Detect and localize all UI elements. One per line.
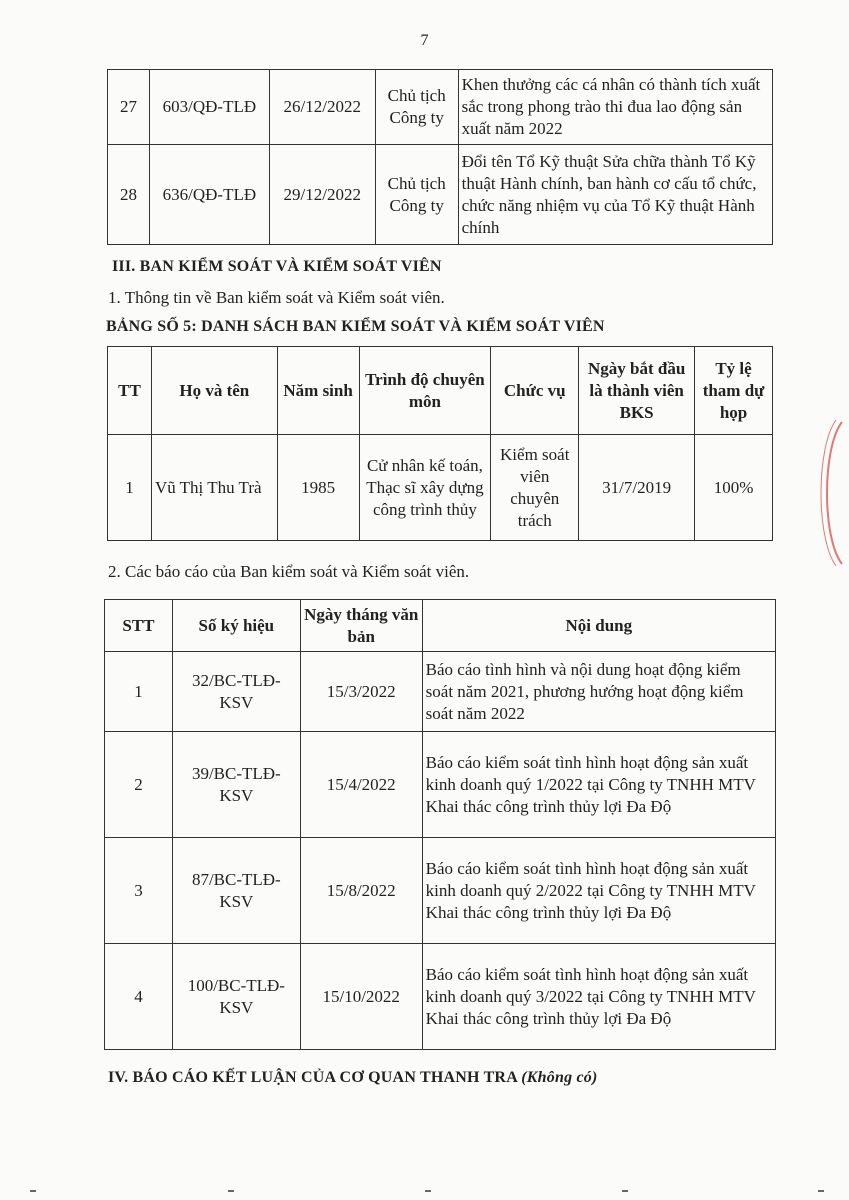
header-attendance: Tỷ lệ tham dự họp <box>695 347 773 435</box>
scan-mark <box>818 1190 824 1192</box>
row-position: Kiểm soát viên chuyên trách <box>491 435 579 541</box>
table-row <box>105 732 776 838</box>
row-stt: 3 <box>105 838 173 944</box>
row-content: Đổi tên Tổ Kỹ thuật Sửa chữa thành Tổ Kỹ thuật Hành chính, ban hành cơ cấu tổ chức, chức năng nhiệm vụ của Tổ Kỹ thuật Hành chính <box>458 145 772 245</box>
table-row <box>108 70 773 145</box>
row-date: 15/3/2022 <box>300 652 422 732</box>
header-qualification: Trình độ chuyên môn <box>359 347 491 435</box>
row-signer: Chủ tịch Công ty <box>375 145 458 245</box>
row-content: Khen thưởng các cá nhân có thành tích xuất sắc trong phong trào thi đua lao động sản xuất năm 2022 <box>458 70 772 145</box>
row-code: 100/BC-TLĐ-KSV <box>172 944 300 1050</box>
row-content: Báo cáo kiểm soát tình hình hoạt động sản xuất kinh doanh quý 2/2022 tại Công ty TNHH MTV Khai thác công trình thủy lợi Đa Độ <box>422 838 775 944</box>
row-start-date: 31/7/2019 <box>579 435 695 541</box>
supervisory-board-table <box>107 346 773 541</box>
scan-mark <box>228 1190 234 1192</box>
row-content: Báo cáo tình hình và nội dung hoạt động kiểm soát năm 2021, phương hướng hoạt động kiểm soát năm 2022 <box>422 652 775 732</box>
row-code: 603/QĐ-TLĐ <box>149 70 269 145</box>
table-row <box>108 145 773 245</box>
row-qualification: Cử nhân kế toán, Thạc sĩ xây dựng công trình thủy <box>359 435 491 541</box>
page-number: 7 <box>420 32 429 49</box>
header-content: Nội dung <box>422 600 775 652</box>
section-4-note: (Không có) <box>521 1069 598 1086</box>
row-date: 29/12/2022 <box>269 145 375 245</box>
row-attendance: 100% <box>695 435 773 541</box>
table-row <box>105 652 776 732</box>
header-name: Họ và tên <box>151 347 277 435</box>
stamp-arc-icon <box>812 418 846 568</box>
header-position: Chức vụ <box>491 347 579 435</box>
row-stt: 1 <box>105 652 173 732</box>
section-4-heading <box>108 1069 598 1087</box>
header-date: Ngày tháng văn bản <box>300 600 422 652</box>
stamp-fragment-icon <box>812 418 846 568</box>
row-tt: 1 <box>108 435 152 541</box>
row-date: 15/8/2022 <box>300 838 422 944</box>
row-year: 1985 <box>277 435 359 541</box>
scan-mark <box>622 1190 628 1192</box>
row-signer: Chủ tịch Công ty <box>375 70 458 145</box>
row-date: 15/4/2022 <box>300 732 422 838</box>
header-start-date: Ngày bắt đầu là thành viên BKS <box>579 347 695 435</box>
table-row <box>108 435 773 541</box>
scan-mark <box>425 1190 431 1192</box>
row-code: 32/BC-TLĐ-KSV <box>172 652 300 732</box>
row-code: 87/BC-TLĐ-KSV <box>172 838 300 944</box>
section-4-title: IV. BÁO CÁO KẾT LUẬN CỦA CƠ QUAN THANH TRA <box>108 1069 518 1086</box>
reports-table <box>104 599 776 1050</box>
row-date: 26/12/2022 <box>269 70 375 145</box>
row-stt: 4 <box>105 944 173 1050</box>
table-header-row <box>108 347 773 435</box>
row-name: Vũ Thị Thu Trà <box>151 435 277 541</box>
section-3-subheading-1: 1. Thông tin về Ban kiểm soát và Kiểm soát viên. <box>108 288 445 307</box>
row-stt: 2 <box>105 732 173 838</box>
header-stt: STT <box>105 600 173 652</box>
header-tt: TT <box>108 347 152 435</box>
row-stt: 28 <box>108 145 150 245</box>
section-3-heading: III. BAN KIỂM SOÁT VÀ KIỂM SOÁT VIÊN <box>112 258 442 275</box>
table-header-row <box>105 600 776 652</box>
header-year: Năm sinh <box>277 347 359 435</box>
header-code: Số ký hiệu <box>172 600 300 652</box>
row-date: 15/10/2022 <box>300 944 422 1050</box>
table-row <box>105 944 776 1050</box>
section-3-subheading-2: 2. Các báo cáo của Ban kiểm soát và Kiểm soát viên. <box>108 562 470 581</box>
row-stt: 27 <box>108 70 150 145</box>
table-5-title: BẢNG SỐ 5: DANH SÁCH BAN KIỂM SOÁT VÀ KIỂM SOÁT VIÊN <box>106 318 605 335</box>
row-code: 636/QĐ-TLĐ <box>149 145 269 245</box>
row-content: Báo cáo kiểm soát tình hình hoạt động sản xuất kinh doanh quý 1/2022 tại Công ty TNHH MTV Khai thác công trình thủy lợi Đa Độ <box>422 732 775 838</box>
decisions-table-continued <box>107 69 773 245</box>
scan-mark <box>30 1190 36 1192</box>
row-content: Báo cáo kiểm soát tình hình hoạt động sản xuất kinh doanh quý 3/2022 tại Công ty TNHH MTV Khai thác công trình thủy lợi Đa Độ <box>422 944 775 1050</box>
table-row <box>105 838 776 944</box>
row-code: 39/BC-TLĐ-KSV <box>172 732 300 838</box>
